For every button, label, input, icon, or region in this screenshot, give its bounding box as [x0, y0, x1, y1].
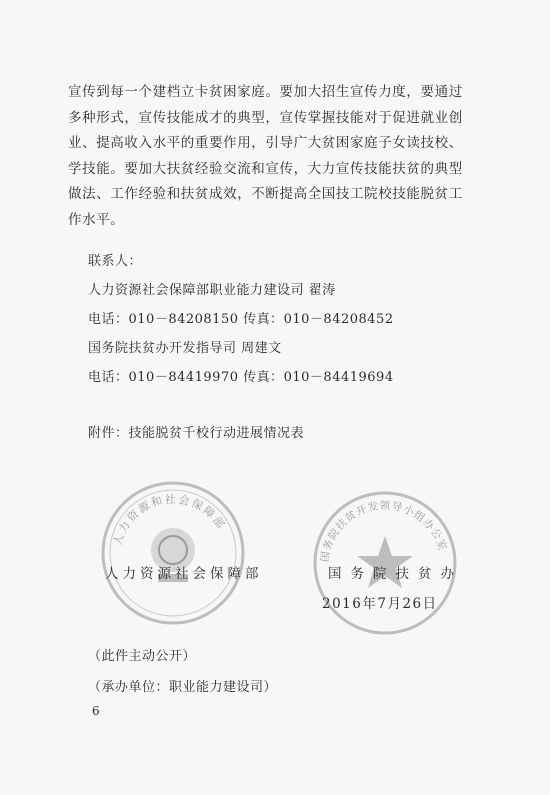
svg-text:人力资源和社会保障部: 人力资源和社会保障部 [111, 492, 229, 547]
body-line: 做法、工作经验和扶贫成效，不断提高全国技工院校技能脱贫工 [68, 186, 463, 202]
body-line: 宣传到每一个建档立卡贫困家庭。要加大招生宣传力度，要通过 [68, 84, 463, 100]
body-line: 多种形式，宣传技能成才的典型，宣传掌握技能对于促进就业创 [68, 109, 463, 126]
disclosure-note: （此件主动公开） [88, 649, 197, 664]
svg-text:国务院扶贫开发领导小组办公室: 国务院扶贫开发领导小组办公室 [318, 499, 449, 563]
body-line: 学技能。要加大扶贫经验交流和宣传，大力宣传技能扶贫的典型 [68, 160, 463, 177]
contact-person-2: 国务院扶贫办开发指导司 周建文 [88, 341, 282, 356]
signature-date: 2016年7月26日 [322, 596, 438, 612]
contact-person-1: 人力资源社会保障部职业能力建设司 翟涛 [88, 283, 336, 298]
contact-phone-2: 电话：010－84419970 传真：010－84419694 [88, 370, 394, 385]
body-line: 业、提高收入水平的重要作用，引导广大贫困家庭子女读技校、 [68, 135, 463, 151]
signature-org-1: 人力资源社会保障部 [105, 566, 263, 582]
office-note: （承办单位：职业能力建设司） [88, 680, 278, 695]
contact-phone-1: 电话：010－84208150 传真：010－84208452 [88, 312, 394, 327]
contacts-label: 联系人： [88, 254, 143, 269]
attachment-note: 附件：技能脱贫千校行动进展情况表 [88, 426, 305, 441]
ministry-seal-icon [98, 478, 248, 628]
signature-org-2: 国务院扶贫办 [328, 566, 463, 582]
page-number: 6 [92, 704, 100, 718]
body-paragraph [68, 80, 498, 233]
body-line: 作水平。 [68, 211, 125, 228]
